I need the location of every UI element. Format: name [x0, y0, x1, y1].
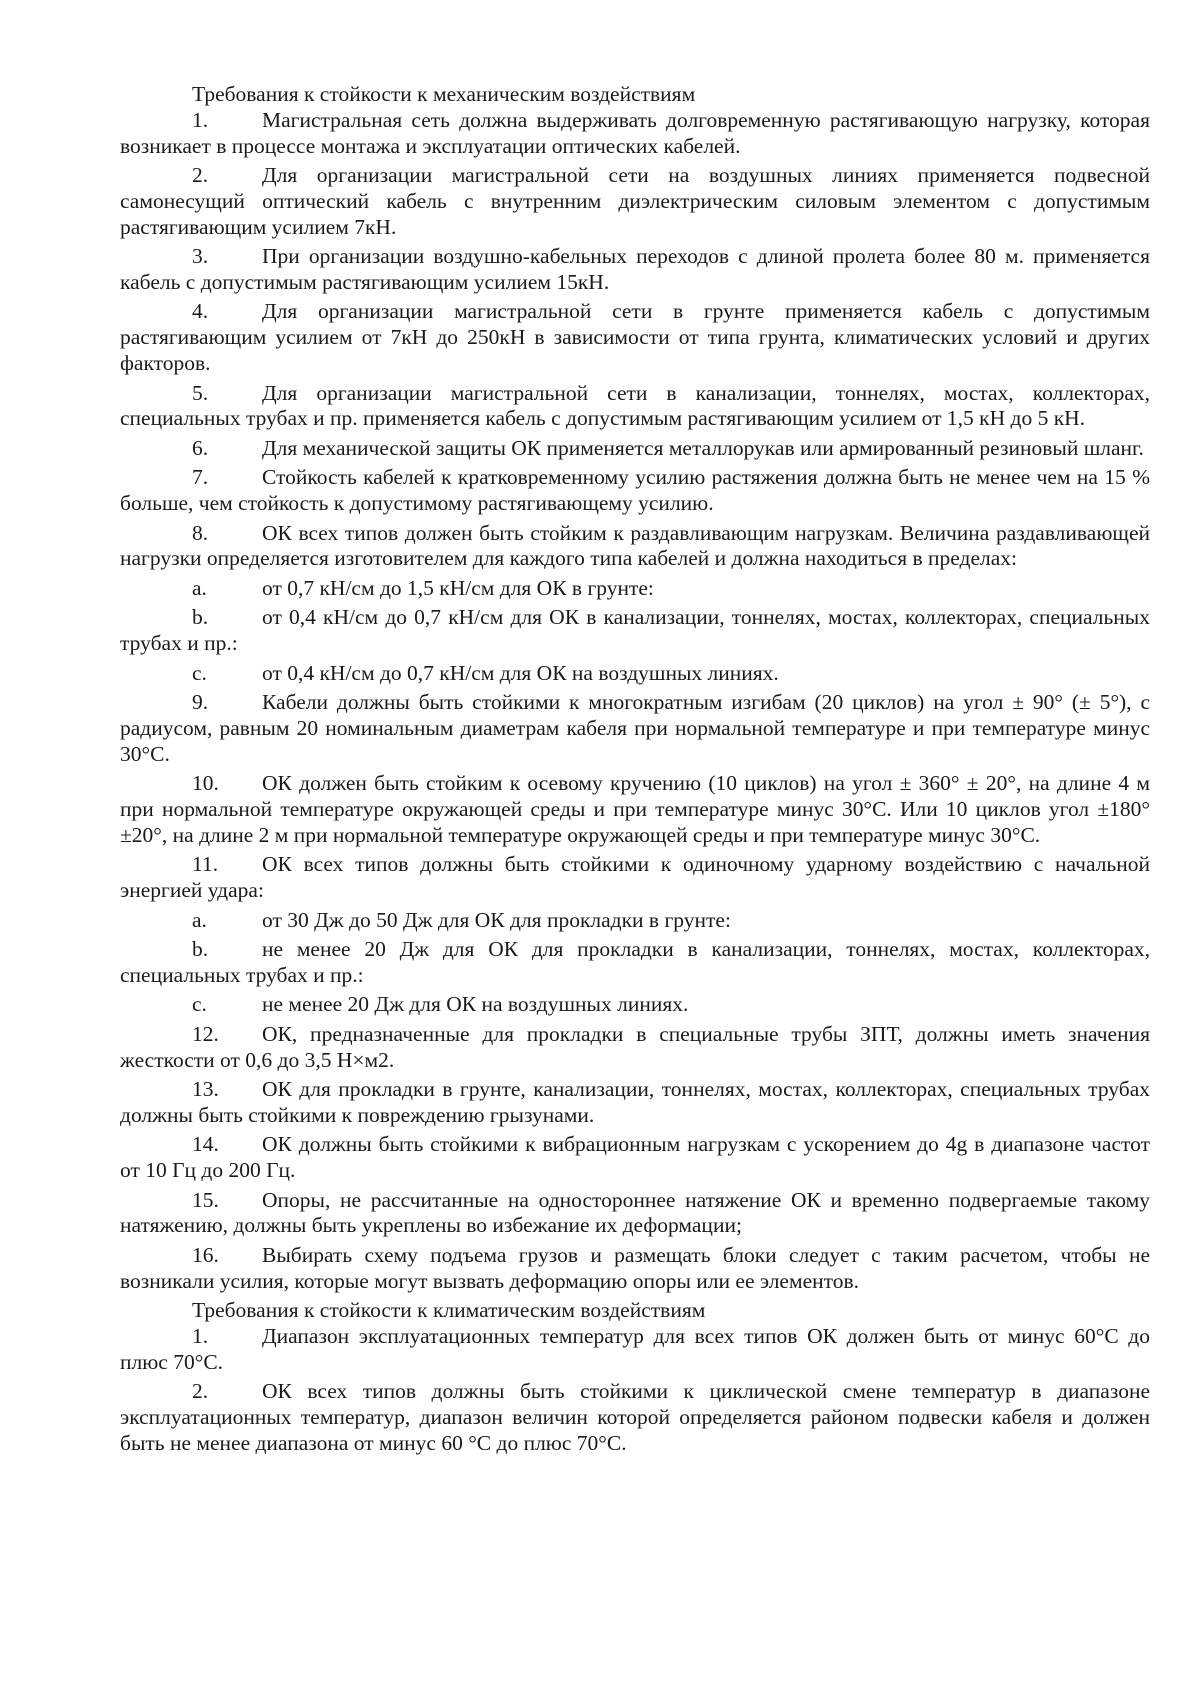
- item-number: 4.: [192, 299, 209, 324]
- item-text: от 0,4 кН/см до 0,7 кН/см для ОК на воздушных линиях.: [262, 660, 779, 685]
- item-text: ОК должен быть стойким к осевому кручению (10 циклов) на угол ± 360° ± 20°, на длине 4 м при нормальной температуре окружающей среды и при температуре минус 30°С. Или 10 циклов угол ±180° ±20°, на длине 2 м при нормальной температуре окружающей среды и при температуре минус 30°С.: [120, 771, 1150, 847]
- item-number: a.: [192, 907, 207, 932]
- item-text: не менее 20 Дж для ОК на воздушных линиях.: [262, 992, 689, 1017]
- list-item: [120, 1022, 1150, 1074]
- item-number: 13.: [192, 1077, 219, 1102]
- item-text: Диапазон эксплуатационных температур для всех типов ОК должен быть от минус 60°С до плюс 70°С.: [120, 1323, 1150, 1374]
- list-item: [120, 690, 1150, 767]
- item-text: ОК всех типов должен быть стойким к раздавливающим нагрузкам. Величина раздавливающей нагрузки определяется изготовителем для каждого типа кабелей и должна находиться в пределах:: [120, 520, 1150, 571]
- item-number: 2.: [192, 1379, 209, 1404]
- item-number: b.: [192, 605, 209, 630]
- item-number: 12.: [192, 1021, 219, 1046]
- list-item: [120, 605, 1150, 657]
- item-number: 5.: [192, 380, 209, 405]
- list-item: [120, 299, 1150, 376]
- list-item: [120, 465, 1150, 517]
- item-text: Магистральная сеть должна выдерживать долговременную растягивающую нагрузку, которая возникает в процессе монтажа и эксплуатации оптических кабелей.: [120, 107, 1150, 158]
- item-number: 15.: [192, 1187, 219, 1212]
- item-number: 1.: [192, 107, 209, 132]
- item-text: ОК, предназначенные для прокладки в специальные трубы ЗПТ, должны иметь значения жесткости от 0,6 до 3,5 Н×м2.: [120, 1021, 1150, 1072]
- item-number: 9.: [192, 690, 209, 715]
- item-text: Для организации магистральной сети в грунте применяется кабель с допустимым растягивающим усилием от 7кН до 250кН в зависимости от типа грунта, климатических условий и других факторов.: [120, 299, 1150, 376]
- item-number: 1.: [192, 1323, 209, 1348]
- document-page: [120, 82, 1150, 1460]
- list-item: [120, 381, 1150, 433]
- item-text: ОК для прокладки в грунте, канализации, тоннелях, мостах, коллекторах, специальных трубах должны быть стойкими к повреждению грызунами.: [120, 1077, 1150, 1127]
- list-item: [120, 521, 1150, 573]
- item-number: 14.: [192, 1132, 219, 1157]
- item-text: от 0,7 кН/см до 1,5 кН/см для ОК в грунте:: [262, 575, 654, 600]
- list-item: [120, 661, 1150, 687]
- list-item: [120, 937, 1150, 989]
- list-item: [120, 244, 1150, 296]
- item-number: b.: [192, 937, 209, 962]
- list-item: [120, 852, 1150, 904]
- list-item: [120, 576, 1150, 602]
- item-number: 3.: [192, 244, 209, 269]
- item-number: 2.: [192, 163, 209, 188]
- item-number: 7.: [192, 465, 209, 490]
- list-item: [120, 108, 1150, 160]
- section-heading: Требования к стойкости к климатическим воздействиям: [192, 1298, 706, 1323]
- item-number: 6.: [192, 435, 209, 460]
- item-text: Для механической защиты ОК применяется металлорукав или армированный резиновый шланг.: [262, 435, 1144, 460]
- item-text: ОК всех типов должны быть стойкими к циклической смене температур в диапазоне эксплуатационных температур, диапазон величин которой определяется районом подвески кабеля и должен быть не менее диапазона от минус 60 °С до плюс 70°С.: [120, 1379, 1150, 1455]
- list-item: [120, 771, 1150, 848]
- list-item: [120, 1077, 1150, 1129]
- item-text: Для организации магистральной сети в канализации, тоннелях, мостах, коллекторах, специальных трубах и пр. применяется кабель с допустимым растягивающим усилием от 1,5 кН до 5 кН.: [120, 380, 1150, 431]
- item-number: 8.: [192, 520, 209, 545]
- item-text: от 0,4 кН/см до 0,7 кН/см для ОК в канализации, тоннелях, мостах, коллекторах, специальных трубах и пр.:: [120, 605, 1150, 656]
- item-text: ОК должны быть стойкими к вибрационным нагрузкам с ускорением до 4g в диапазоне частот от 10 Гц до 200 Гц.: [120, 1132, 1150, 1183]
- list-item: [120, 1324, 1150, 1376]
- list-item: [120, 992, 1150, 1018]
- list-item: [120, 1379, 1150, 1456]
- item-text: Выбирать схему подъема грузов и размещать блоки следует с таким расчетом, чтобы не возникали усилия, которые могут вызвать деформацию опоры или ее элементов.: [120, 1242, 1150, 1293]
- item-text: Стойкость кабелей к кратковременному усилию растяжения должна быть не менее чем на 15 % больше, чем стойкость к допустимому растягивающему усилию.: [120, 465, 1150, 516]
- item-text: Для организации магистральной сети на воздушных линиях применяется подвесной самонесущий оптический кабель с внутренним диэлектрическим силовым элементом с допустимым растягивающим усилием 7кН.: [120, 163, 1150, 239]
- list-item: [120, 163, 1150, 240]
- item-text: не менее 20 Дж для ОК для прокладки в канализации, тоннелях, мостах, коллекторах, специальных трубах и пр.:: [120, 937, 1150, 987]
- item-text: ОК всех типов должны быть стойкими к одиночному ударному воздействию с начальной энергией удара:: [120, 852, 1150, 903]
- list-item: [120, 1188, 1150, 1240]
- item-number: a.: [192, 575, 207, 600]
- item-text: Опоры, не рассчитанные на одностороннее натяжение ОК и временно подвергаемые такому натяжению, должны быть укреплены во избежание их деформации;: [120, 1187, 1150, 1238]
- list-item: [120, 908, 1150, 934]
- item-number: c.: [192, 992, 207, 1017]
- item-number: 16.: [192, 1242, 219, 1267]
- list-item: [120, 436, 1150, 462]
- item-number: c.: [192, 660, 207, 685]
- item-number: 11.: [192, 852, 219, 877]
- section-heading: Требования к стойкости к механическим воздействиям: [192, 82, 696, 106]
- item-text: от 30 Дж до 50 Дж для ОК для прокладки в грунте:: [262, 907, 731, 932]
- item-text: Кабели должны быть стойкими к многократным изгибам (20 циклов) на угол ± 90° (± 5°), с радиусом, равным 20 номинальным диаметрам кабеля при нормальной температуре и при температуре минус 30°С.: [120, 690, 1150, 766]
- item-text: При организации воздушно-кабельных переходов с длиной пролета более 80 м. применяется кабель с допустимым растягивающим усилием 15кН.: [120, 244, 1150, 294]
- item-number: 10.: [192, 771, 219, 796]
- list-item: [120, 1243, 1150, 1295]
- list-item: [120, 1132, 1150, 1184]
